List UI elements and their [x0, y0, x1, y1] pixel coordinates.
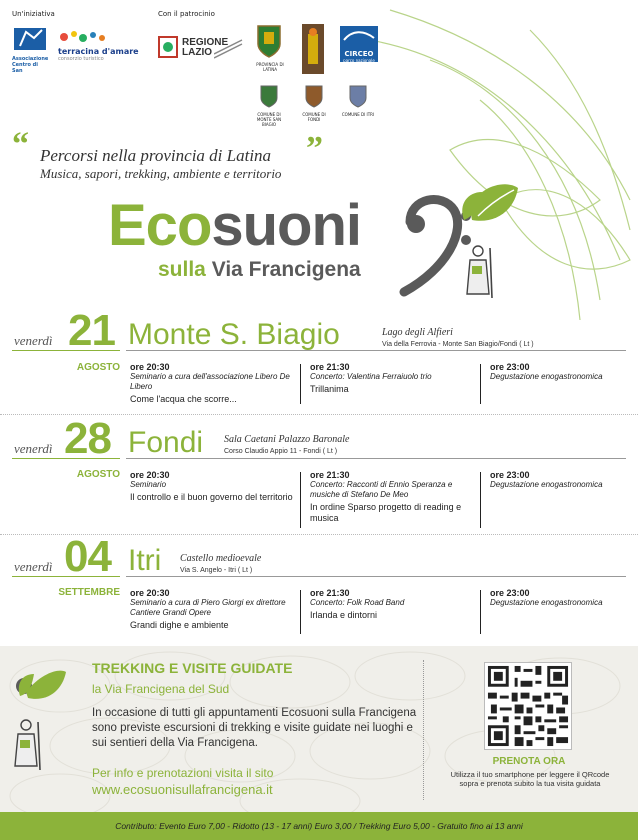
- slot-title: In ordine Sparso progetto di reading e musica: [310, 502, 462, 523]
- quote-open-icon: “: [12, 126, 29, 163]
- slot-desc: Degustazione enogastronomica: [490, 372, 603, 381]
- event-2-slot-3: [490, 470, 630, 490]
- trekking-divider: [423, 660, 424, 800]
- event-2-sep-2: [480, 472, 481, 528]
- event-1-venue: Lago degli Alfieri: [382, 327, 453, 338]
- slot-time: ore 20:30: [130, 588, 170, 598]
- slot-desc: Degustazione enogastronomica: [490, 480, 603, 489]
- slot-title: Trillanima: [310, 384, 349, 394]
- comune-fondi-logo: [296, 84, 332, 124]
- event-2-slot-1: [130, 470, 295, 503]
- intro-line-2: Musica, sapori, trekking, ambiente e territorio: [40, 166, 282, 181]
- trekking-section: [0, 646, 638, 812]
- slot-time: ore 23:00: [490, 588, 530, 598]
- slot-title: Il controllo e il buon governo del territorio: [130, 492, 293, 502]
- event-3-number: 04: [64, 532, 111, 581]
- trekking-subheading: la Via Francigena del Sud: [92, 682, 230, 696]
- comune-monte-logo: [250, 84, 288, 127]
- trekking-url-link[interactable]: www.ecosuonisullafrancigena.it: [92, 782, 273, 797]
- regione-logo: [158, 34, 244, 62]
- regione-emblem-icon: [158, 36, 178, 58]
- slot-time: ore 20:30: [130, 362, 170, 372]
- title-via: Via Francigena: [211, 258, 361, 281]
- event-1-slot-2: [310, 362, 475, 395]
- provincia-label: PROVINCIA DI LATINA: [256, 62, 284, 72]
- event-2-number: 28: [64, 414, 111, 463]
- slot-time: ore 23:00: [490, 362, 530, 372]
- terracina-sub: consorzio turistico: [58, 56, 104, 62]
- event-2-address: Corso Claudio Appio 11 - Fondi ( Lt ): [224, 448, 338, 455]
- circeo-name: CIRCEO: [344, 50, 374, 58]
- comune-itri-label: COMUNE DI ITRI: [341, 112, 375, 117]
- event-1-slot-3: [490, 362, 630, 382]
- patronage-label: Con il patrocinio: [158, 10, 215, 18]
- event-1-month: AGOSTO: [76, 362, 120, 373]
- event-1-slot-1: [130, 362, 290, 405]
- circeo-wave-icon: [340, 26, 378, 46]
- trekking-body: In occasione di tutti gli appuntamenti Ecosuoni sulla Francigena sono previste escursioni di trekking e visite guidate nei luoghi e sui sentieri della Via Francigena.: [92, 707, 417, 749]
- comune-itri-logo: [340, 84, 376, 124]
- event-3-line: [126, 576, 626, 577]
- terracina-logo: [58, 28, 139, 64]
- comune-monte-label: COMUNE DI MONTE SAN BIAGIO: [256, 112, 282, 127]
- slot-title: Come l'acqua che scorre...: [130, 394, 237, 404]
- assoc-name: Associazione Centro di San: [12, 56, 49, 74]
- assoc-logo: [12, 26, 49, 74]
- event-2-day: venerdì: [14, 441, 53, 456]
- slot-desc: Seminario a cura di Piero Giorgi ex direttore Cantiere Grandi Opere: [130, 598, 286, 617]
- provincia-shield-icon: [256, 24, 282, 58]
- event-3-venue: Castello medioevale: [180, 553, 262, 564]
- second-logo: [302, 24, 324, 74]
- comune-fondi-crest-icon: [304, 84, 324, 108]
- event-2-slot-2: [310, 470, 475, 524]
- slot-desc: Concerto: Folk Road Band: [310, 598, 405, 607]
- qr-code[interactable]: [484, 662, 572, 750]
- book-title: PRENOTA ORA: [492, 756, 566, 767]
- initiative-label: Un'iniziativa: [12, 10, 55, 18]
- terracina-name: terracina d'amare: [58, 47, 139, 56]
- event-3-city: Itri: [128, 544, 162, 577]
- slot-desc: Seminario a cura dell'associazione Libero De Libero: [130, 372, 290, 391]
- slot-time: ore 21:30: [310, 588, 350, 598]
- event-2-city: Fondi: [128, 426, 204, 459]
- terracina-dots-icon: [58, 29, 118, 43]
- footer-text: Contributo: Evento Euro 7,00 - Ridotto (13 - 17 anni) Euro 3,00 / Trekking Euro 5,00 - Gratuito fino ai 13 anni: [115, 821, 523, 831]
- trekking-heading: TREKKING E VISITE GUIDATE: [92, 660, 293, 676]
- trekking-leaf-icon: [12, 666, 68, 716]
- regione-swoosh-icon: [214, 36, 244, 60]
- circeo-sub: parco nazionale: [343, 58, 375, 63]
- event-3-month: SETTEMBRE: [58, 587, 120, 598]
- intro-line-1: Percorsi nella provincia di Latina: [40, 146, 272, 165]
- event-2-sep-1: [300, 472, 301, 528]
- event-3-slot-1: [130, 588, 295, 631]
- comune-fondi-label: COMUNE DI FONDI: [302, 112, 326, 122]
- title-eco: Eco: [108, 193, 212, 258]
- pilgrim-icon: [462, 244, 494, 300]
- slot-time: ore 20:30: [130, 470, 170, 480]
- regione-name: REGIONE LAZIO: [182, 37, 229, 58]
- provincia-logo: [256, 24, 284, 74]
- quote-close-icon: ”: [306, 130, 323, 167]
- event-2-venue: Sala Caetani Palazzo Baronale: [224, 434, 350, 445]
- circeo-logo: [340, 26, 378, 62]
- slot-desc: Concerto: Racconti di Ennio Speranza e musiche di Stefano De Meo: [310, 480, 453, 499]
- slot-time: ore 21:30: [310, 470, 350, 480]
- event-3-sep-1: [300, 590, 301, 634]
- subtitle: [158, 258, 361, 282]
- event-1-address: Via della Ferrovia - Monte San Biagio/Fondi ( Lt ): [382, 341, 534, 348]
- slot-title: Grandi dighe e ambiente: [130, 620, 229, 630]
- event-3-sep-2: [480, 590, 481, 634]
- book-text: Utilizza il tuo smartphone per leggere il QRcode sopra e prenota subito la tua visita guidata: [450, 770, 610, 788]
- main-title: [108, 193, 362, 258]
- trekking-info: Per info e prenotazioni visita il sito: [92, 766, 274, 780]
- event-3-address: Via S. Angelo - Itri ( Lt ): [180, 567, 253, 574]
- comune-monte-crest-icon: [259, 84, 279, 108]
- slot-desc: Concerto: Valentina Ferraiuolo trio: [310, 372, 432, 381]
- slot-time: ore 23:00: [490, 470, 530, 480]
- event-1-sep-1: [300, 364, 301, 404]
- event-3-day: venerdì: [14, 559, 53, 574]
- event-1-city: Monte S. Biagio: [128, 318, 340, 351]
- comune-itri-crest-icon: [348, 84, 368, 108]
- qr-code-icon: [485, 663, 571, 749]
- trekking-pilgrim-icon: [12, 718, 42, 772]
- title-suoni: suoni: [211, 193, 362, 258]
- slot-time: ore 21:30: [310, 362, 350, 372]
- footer-bar: [0, 812, 638, 840]
- slot-desc: Seminario: [130, 480, 167, 489]
- event-2-month: AGOSTO: [76, 469, 120, 480]
- slot-title: Irlanda e dintorni: [310, 610, 378, 620]
- event-1-number: 21: [68, 306, 115, 355]
- event-3-slot-2: [310, 588, 475, 621]
- title-sulla: sulla: [158, 258, 206, 281]
- slot-desc: Degustazione enogastronomica: [490, 598, 603, 607]
- tower-icon: [302, 24, 324, 74]
- event-1-day: venerdì: [14, 333, 53, 348]
- event-3-slot-3: [490, 588, 630, 608]
- event-1-sep-2: [480, 364, 481, 404]
- assoc-map-icon: [12, 26, 48, 52]
